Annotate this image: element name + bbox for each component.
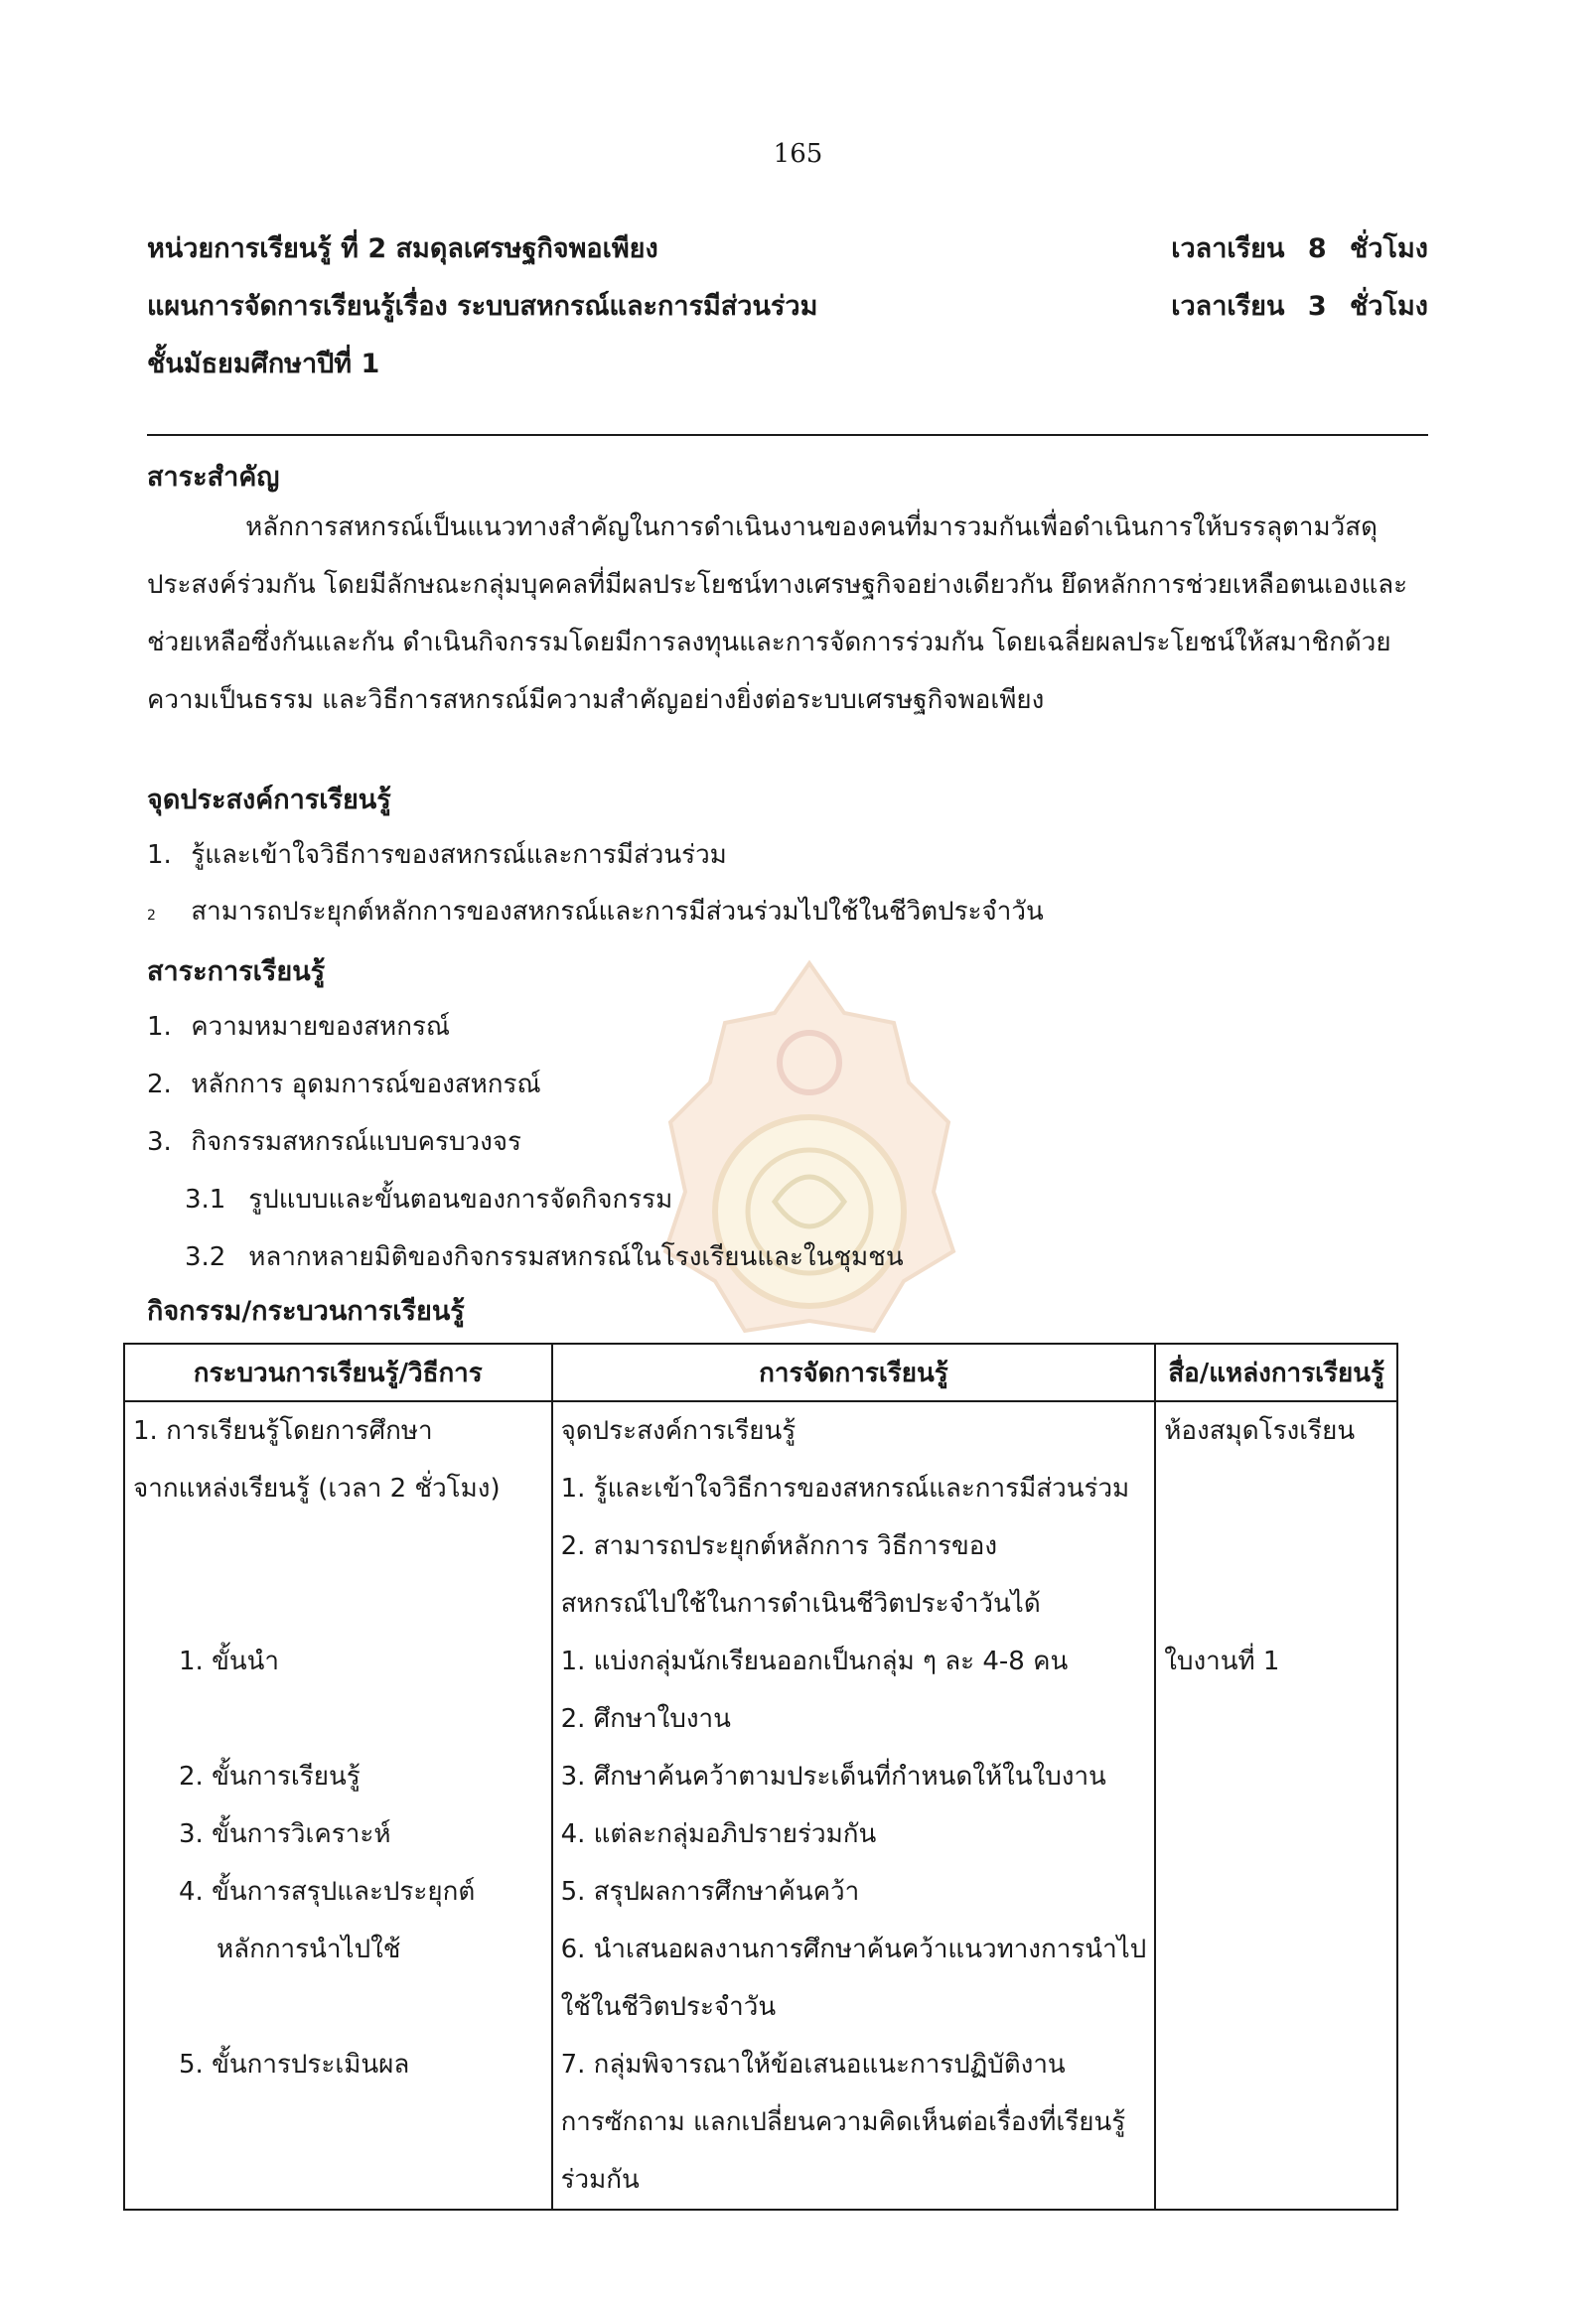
unit-time [1157, 226, 1428, 269]
table-row [124, 1401, 1397, 2210]
media-line [1164, 1748, 1388, 1805]
essence-paragraph [147, 499, 1428, 729]
header-divider [147, 434, 1428, 436]
content-text: กิจกรรมสหกรณ์แบบครบวงจร [191, 1127, 522, 1157]
process-line [133, 2093, 543, 2151]
media-line [1164, 1978, 1388, 2036]
objective-number: 2 [147, 908, 156, 924]
objective-text: รู้และเข้าใจวิธีการของสหกรณ์และการมีส่วนร่วม [191, 840, 727, 870]
process-line [133, 1978, 543, 2036]
management-line: สหกรณ์ไปใช้ในการดำเนินชีวิตประจำวันได้ [560, 1589, 1041, 1619]
column-header: การจัดการเรียนรู้ [552, 1344, 1156, 1401]
activities-title: กิจกรรม/กระบวนการเรียนรู้ [147, 1296, 465, 1327]
unit-title: หน่วยการเรียนรู้ ที่ 2 สมดุลเศรษฐกิจพอเพียง [147, 233, 658, 264]
media-line [1164, 2093, 1388, 2151]
plan-time-value: 3 [1307, 291, 1327, 322]
management-line: จุดประสงค์การเรียนรู้ [560, 1416, 797, 1446]
media-line [1164, 1575, 1388, 1633]
column-header: สื่อ/แหล่งการเรียนรู้ [1155, 1344, 1397, 1401]
process-line [133, 2151, 543, 2209]
process-line: หลักการนำไปใช้ [217, 1935, 401, 1964]
content-text: ความหมายของสหกรณ์ [191, 1012, 451, 1042]
content-item [147, 1064, 541, 1104]
unit-time-label: เวลาเรียน [1171, 233, 1285, 264]
management-line: 6. นำเสนอผลงานการศึกษาค้นคว้าแนวทางการนำไป [560, 1935, 1147, 1964]
management-line: 2. ศึกษาใบงาน [560, 1704, 731, 1734]
plan-time [1157, 284, 1428, 327]
process-line: 1. ขั้นนำ [179, 1647, 279, 1676]
content-item [147, 1006, 450, 1047]
essence-line: ความเป็นธรรม และวิธีการสหกรณ์มีความสำคัญอย่างยิ่งต่อระบบเศรษฐกิจพอเพียง [147, 685, 1045, 715]
media-line [1164, 1460, 1388, 1517]
process-line: 2. ขั้นการเรียนรู้ [179, 1762, 361, 1792]
media-line [1164, 1517, 1388, 1575]
management-line: การซักถาม แลกเปลี่ยนความคิดเห็นต่อเรื่องที่เรียนรู้ [560, 2107, 1126, 2137]
media-line [1164, 1863, 1388, 1921]
media-line [1164, 2151, 1388, 2209]
unit-time-unit: ชั่วโมง [1350, 233, 1428, 264]
plan-time-label: เวลาเรียน [1171, 291, 1285, 322]
management-line: 3. ศึกษาค้นคว้าตามประเด็นที่กำหนดให้ในใบงาน [560, 1762, 1106, 1792]
process-line: 4. ขั้นการสรุปและประยุกต์ [179, 1877, 476, 1907]
essence-line: ประสงค์ร่วมกัน โดยมีลักษณะกลุ่มบุคคลที่มีผลประโยชน์ทางเศรษฐกิจอย่างเดียวกัน ยึดหลักการช่วยเหลือตนเองและ [147, 570, 1408, 600]
media-line [1164, 1690, 1388, 1748]
content-item [147, 1121, 521, 1162]
content-number: 1. [147, 1012, 172, 1042]
unit-time-value: 8 [1307, 233, 1327, 264]
grade-label: ชั้นมัธยมศึกษาปีที่ 1 [147, 349, 380, 379]
objective-item [147, 834, 727, 875]
process-line: 5. ขั้นการประเมินผล [179, 2050, 410, 2080]
media-line: ห้องสมุดโรงเรียน [1164, 1416, 1356, 1446]
management-line: ใช้ในชีวิตประจำวัน [560, 1992, 777, 2022]
content-subitem-text: หลากหลายมิติของกิจกรรมสหกรณ์ในโรงเรียนและในชุมชน [248, 1242, 904, 1272]
media-cell [1155, 1401, 1397, 2210]
process-line [133, 1517, 543, 1575]
process-line: 3. ขั้นการวิเคราะห์ [179, 1819, 391, 1849]
objective-text: สามารถประยุกต์หลักการของสหกรณ์และการมีส่วนร่วมไปใช้ในชีวิตประจำวัน [191, 897, 1044, 927]
plan-title: แผนการจัดการเรียนรู้เรื่อง ระบบสหกรณ์และการมีส่วนร่วม [147, 291, 818, 322]
plan-header-row [147, 284, 1428, 324]
content-subitem [185, 1179, 672, 1220]
school-seal-watermark-icon [655, 953, 963, 1351]
grade-row [147, 342, 1428, 381]
content-subitem-number: 3.2 [185, 1242, 226, 1272]
process-line: จากแหล่งเรียนรู้ (เวลา 2 ชั่วโมง) [133, 1474, 501, 1504]
objective-item [147, 891, 1044, 932]
process-line: 1. การเรียนรู้โดยการศึกษา [133, 1416, 433, 1446]
management-line: 7. กลุ่มพิจารณาให้ข้อเสนอแนะการปฏิบัติงาน [560, 2050, 1066, 2080]
table-header-row [124, 1344, 1397, 1401]
management-line: 5. สรุปผลการศึกษาค้นคว้า [560, 1877, 860, 1907]
media-line [1164, 1805, 1388, 1863]
column-header: กระบวนการเรียนรู้/วิธีการ [124, 1344, 552, 1401]
process-cell [124, 1401, 552, 2210]
management-line: 2. สามารถประยุกต์หลักการ วิธีการของ [560, 1531, 998, 1561]
plan-time-unit: ชั่วโมง [1350, 291, 1428, 322]
media-line: ใบงานที่ 1 [1164, 1647, 1280, 1676]
essence-line: หลักการสหกรณ์เป็นแนวทางสำคัญในการดำเนินงานของคนที่มารวมกันเพื่อดำเนินการให้บรรลุตามวัสดุ [147, 512, 1378, 542]
media-line [1164, 1921, 1388, 1978]
media-line [1164, 2036, 1388, 2093]
management-line: 1. รู้และเข้าใจวิธีการของสหกรณ์และการมีส่วนร่วม [560, 1474, 1130, 1504]
essence-title: สาระสำคัญ [147, 462, 280, 493]
content-subitem-text: รูปแบบและขั้นตอนของการจัดกิจกรรม [248, 1185, 673, 1215]
process-line [133, 1575, 543, 1633]
content-subitem [185, 1236, 904, 1277]
management-cell [552, 1401, 1156, 2210]
page-number: 165 [773, 139, 823, 169]
activities-table [123, 1343, 1398, 2211]
content-text: หลักการ อุดมการณ์ของสหกรณ์ [191, 1070, 541, 1099]
content-subitem-number: 3.1 [185, 1185, 226, 1215]
objective-number: 1. [147, 840, 172, 870]
management-line: ร่วมกัน [560, 2165, 640, 2195]
management-line: 4. แต่ละกลุ่มอภิปรายร่วมกัน [560, 1819, 877, 1849]
objectives-title: จุดประสงค์การเรียนรู้ [147, 785, 391, 815]
content-number: 3. [147, 1127, 172, 1157]
unit-header-row [147, 226, 1428, 266]
process-line [133, 1690, 543, 1748]
content-number: 2. [147, 1070, 172, 1099]
essence-line: ช่วยเหลือซึ่งกันและกัน ดำเนินกิจกรรมโดยมีการลงทุนและการจัดการร่วมกัน โดยเฉลี่ยผลประโยชน์ให้สมาชิกด้วย [147, 628, 1391, 657]
content-title: สาระการเรียนรู้ [147, 956, 326, 987]
management-line: 1. แบ่งกลุ่มนักเรียนออกเป็นกลุ่ม ๆ ละ 4-8 คน [560, 1647, 1069, 1676]
